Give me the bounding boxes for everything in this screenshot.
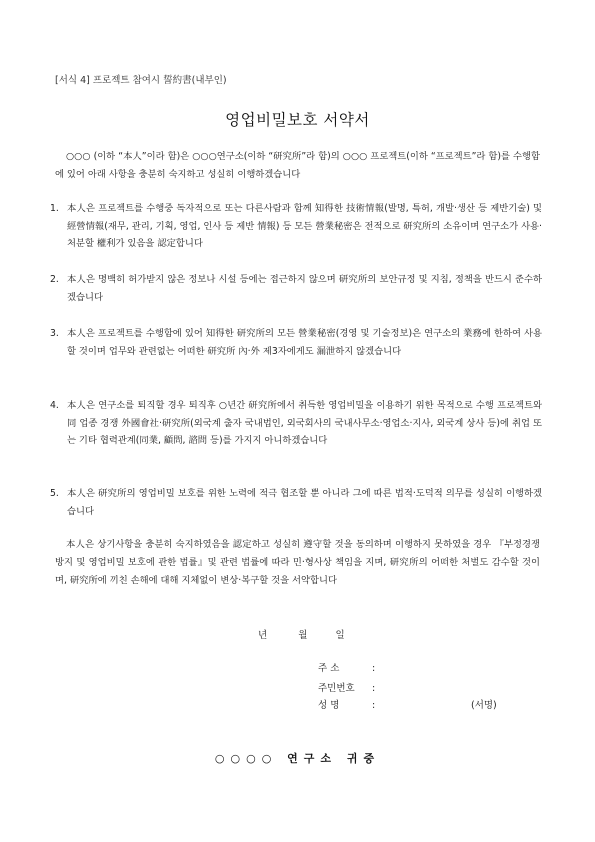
id-number-colon: : — [372, 683, 376, 694]
name-label: 성 명 — [318, 700, 340, 711]
addressee-footer: ○○○○ 연구소 귀중 — [214, 752, 381, 765]
clause-number: 5. — [50, 488, 59, 499]
name-colon: : — [372, 700, 376, 711]
clause-item — [50, 200, 542, 253]
form-label: [서식 4] 프로젝트 참여시 誓約書(내부인) — [55, 75, 227, 86]
clause-item — [50, 271, 542, 306]
signature-address-row — [318, 660, 384, 674]
date-month-label: 월 — [298, 630, 308, 641]
document-title: 영업비밀보호 서약서 — [225, 111, 370, 129]
clause-item — [50, 485, 542, 520]
clause-item — [50, 325, 542, 360]
signature-note: (서명) — [471, 700, 497, 711]
date-day-label: 일 — [335, 630, 345, 641]
clause-text: 本人은 프로젝트를 수행함에 있어 知得한 研究所의 모든 營業秘密(경영 및 기술정보)은 연구소의 業務에 한하여 사용할 것이며 업무와 관련없는 어떠한 研究所 內·外 제3자에게도 漏泄하지 않겠습니다 — [67, 328, 542, 357]
signature-id-row — [318, 680, 384, 694]
clause-text: 本人은 프로젝트를 수행중 독자적으로 또는 다른사람과 함께 知得한 技術情報(발명, 특허, 개발·생산 등 제반기술) 및 經營情報(재무, 관리, 기획, 영업, 인사 등 제반 情報) 등 모든 營業秘密은 전적으로 研究所의 소유이며 연구소가 사용·처분할 權利가 있음을 認定합니다 — [67, 203, 542, 249]
clause-item — [50, 397, 542, 450]
clause-text: 本人은 명백히 허가받지 않은 정보나 시설 등에는 접근하지 않으며 研究所의 보안규정 및 지침, 정책을 반드시 준수하겠습니다 — [67, 274, 542, 303]
intro-paragraph: ○○○ (이하 “本人”이라 함)은 ○○○연구소(이하 “研究所”라 함)의 ○○○ 프로젝트(이하 “프로젝트”라 함)를 수행함에 있어 아래 사항을 충분히 숙지하고 성실히 이행하겠습니다 — [55, 151, 540, 180]
date-line — [258, 627, 345, 641]
clause-text: 本人은 연구소를 퇴직할 경우 퇴직후 ○년간 研究所에서 취득한 영업비밀을 이용하기 위한 목적으로 수행 프로젝트와 同 업종 경쟁 外國會社·研究所(외국계 출자 국내법인, 외국회사의 국내사무소·영업소·지사, 외국계 상사 등)에 취업 또는 기타 협력관계(同業, 顧問, 諮問 등)를 가지지 아니하겠습니다 — [67, 400, 542, 446]
id-number-label: 주민번호 — [318, 683, 355, 694]
address-colon: : — [372, 663, 376, 674]
clause-number: 4. — [50, 400, 59, 411]
date-year-label: 년 — [258, 630, 268, 641]
address-label: 주 소 — [318, 663, 340, 674]
clause-text: 本人은 研究所의 영업비밀 보호를 위한 노력에 적극 협조할 뿐 아니라 그에 따른 법적·도덕적 의무를 성실히 이행하겠습니다 — [67, 488, 542, 517]
closing-paragraph: 本人은 상기사항을 충분히 숙지하였음을 認定하고 성실히 遵守할 것을 동의하며 이행하지 못하였을 경우 『부정경쟁 방지 및 영업비밀 보호에 관한 법률』및 관련 법률에 따라 민·형사상 책임을 지며, 研究所의 어떠한 처벌도 감수할 것이며, 研究所에 끼친 손해에 대해 지체없이 변상·복구할 것을 서약합니다 — [55, 539, 540, 586]
clause-number: 3. — [50, 328, 59, 339]
clause-number: 2. — [50, 274, 59, 285]
signature-name-row — [318, 697, 384, 711]
clause-number: 1. — [50, 203, 59, 214]
